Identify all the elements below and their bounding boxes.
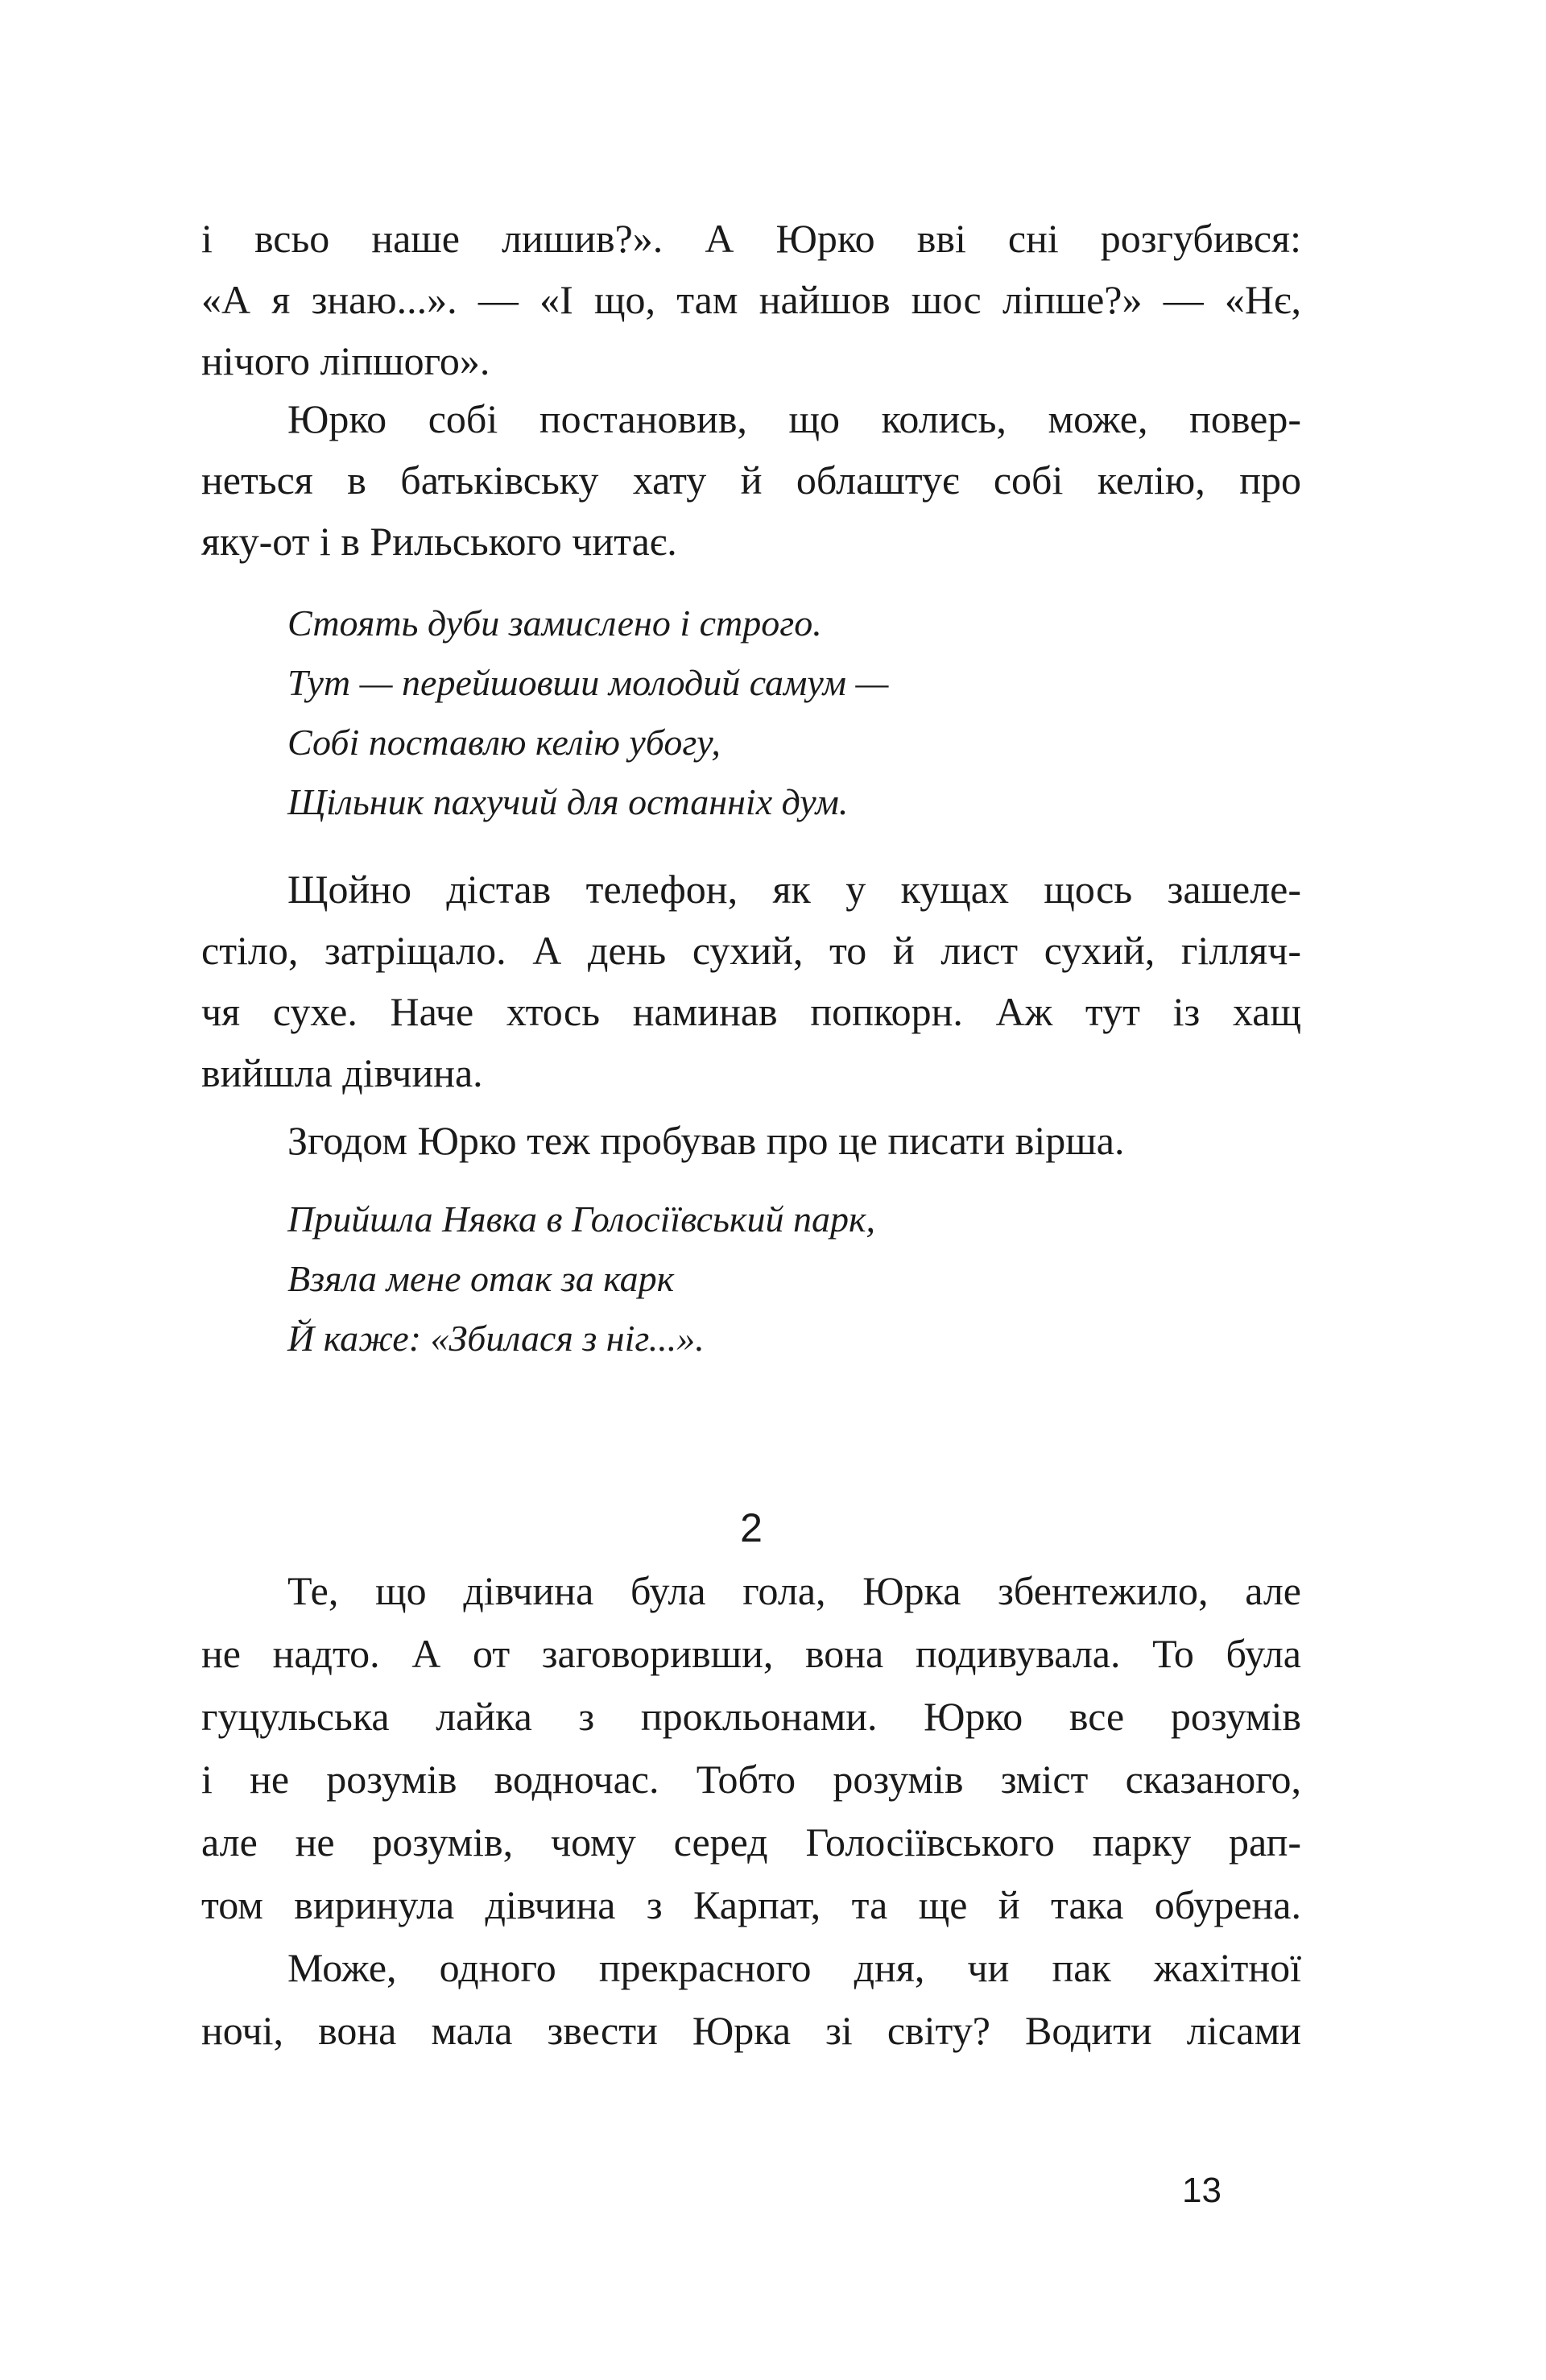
text-line: неться в батьківську хату й облаштує собі келію, про bbox=[201, 457, 1301, 503]
paragraph-2 bbox=[201, 388, 1301, 572]
section-number: 2 bbox=[740, 1505, 763, 1550]
text-line: ночі, вона мала звести Юрка зі світу? Водити лісами bbox=[201, 2008, 1301, 2053]
paragraph-1 bbox=[201, 208, 1301, 391]
poem-quote-1 bbox=[201, 594, 1301, 832]
paragraph-4 bbox=[201, 1110, 1301, 1171]
text-line: Згодом Юрко теж пробував про це писати вірша. bbox=[287, 1118, 1125, 1163]
poem-line: Щільник пахучий для останніх дум. bbox=[287, 781, 849, 822]
poem-line: Стоять дуби замислено і строго. bbox=[287, 602, 822, 644]
text-line: стіло, затріщало. А день сухий, то й лист сухий, гілляч- bbox=[201, 928, 1301, 973]
text-line: вийшла дівчина. bbox=[201, 1050, 483, 1095]
poem-line: Й каже: «Збилася з ніг...». bbox=[287, 1318, 705, 1359]
paragraph-6 bbox=[201, 1936, 1301, 2062]
text-line: нічого ліпшого». bbox=[201, 338, 490, 383]
page-number: 13 bbox=[1182, 2171, 1222, 2210]
poem-line: Собі поставлю келію убогу, bbox=[287, 722, 721, 763]
text-line: чя сухе. Наче хтось наминав попкорн. Аж тут із хащ bbox=[201, 989, 1301, 1034]
text-line: і всьо наше лишив?». А Юрко вві сні розгубився: bbox=[201, 216, 1301, 261]
poem-line: Тут — перейшовши молодий самум — bbox=[287, 662, 889, 703]
text-line: Щойно дістав телефон, як у кущах щось зашеле- bbox=[287, 867, 1301, 912]
text-line: але не розумів, чому серед Голосіївського парку рап- bbox=[201, 1819, 1301, 1865]
text-line: і не розумів водночас. Тобто розумів зміст сказаного, bbox=[201, 1757, 1301, 1802]
text-line: Те, що дівчина була гола, Юрка збентежило, але bbox=[287, 1568, 1301, 1613]
text-line: яку-от і в Рильського читає. bbox=[201, 519, 677, 564]
paragraph-5 bbox=[201, 1559, 1301, 1936]
text-line: Юрко собі постановив, що колись, може, повер- bbox=[287, 396, 1301, 441]
poem-quote-2 bbox=[201, 1190, 1301, 1368]
text-line: не надто. А от заговоривши, вона подивувала. То була bbox=[201, 1631, 1301, 1676]
text-line: «А я знаю...». — «І що, там найшов шос ліпше?» — «Нє, bbox=[201, 277, 1301, 322]
text-line: гуцульська лайка з прокльонами. Юрко все розумів bbox=[201, 1694, 1301, 1739]
poem-line: Взяла мене отак за карк bbox=[287, 1258, 675, 1299]
text-line: Може, одного прекрасного дня, чи пак жахітної bbox=[287, 1945, 1301, 1990]
paragraph-3 bbox=[201, 859, 1301, 1103]
poem-line: Прийшла Нявка в Голосіївський парк, bbox=[287, 1198, 875, 1240]
text-line: том виринула дівчина з Карпат, та ще й така обурена. bbox=[201, 1882, 1301, 1927]
